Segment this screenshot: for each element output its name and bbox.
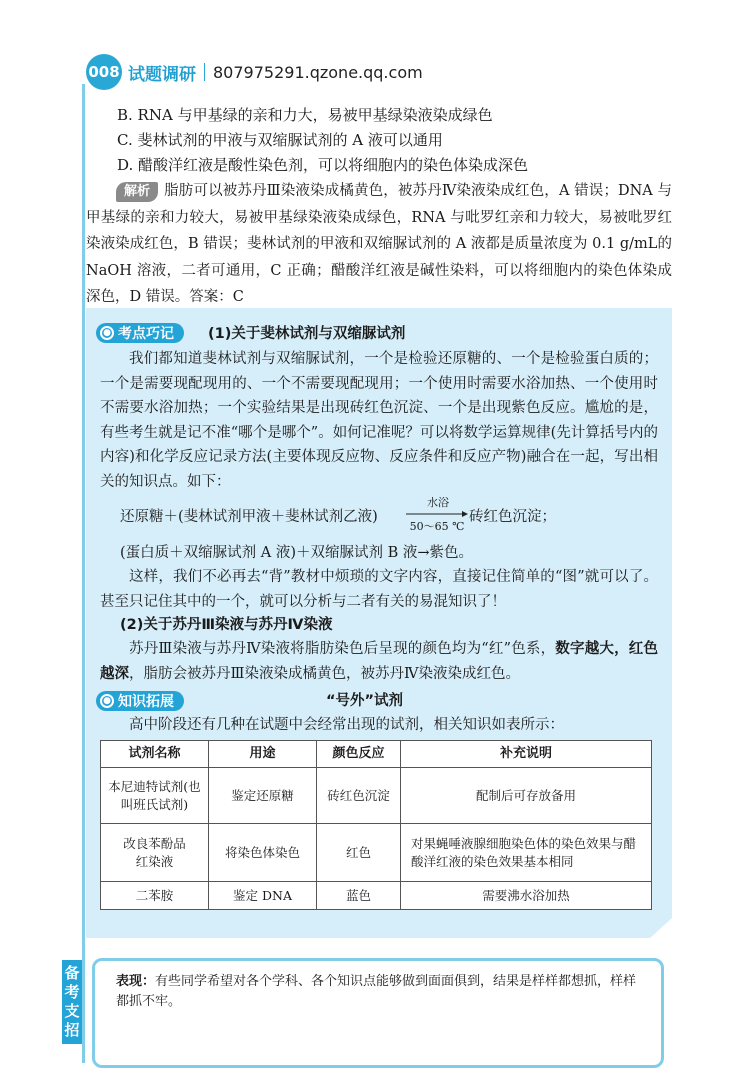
table-row [101,882,652,910]
formula2: (蛋白质＋双缩脲试剂 A 液)＋双缩脲试剂 B 液→紫色。 [120,545,474,561]
reagent-table [100,740,652,910]
header-divider [204,63,205,81]
formula1-cond-bottom: 50～65 ℃ [409,520,465,533]
analysis-text: 脂肪可以被苏丹Ⅲ染液染成橘黄色，被苏丹Ⅳ染液染成红色，A 错误；DNA 与甲基绿的亲和力较大，易被甲基绿染液染成绿色，RNA 与吡罗红亲和力较大，易被吡罗红染液染成红色，B 错误；斐林试剂的甲液和双缩脲试剂的 A 液都是质量浓度为 0.1 g/mL的 NaOH 溶液，二者可通用，C 正确；醋酸洋红液是碱性染料，可以将细胞内的染色体染成深色，D 错误。答案：C [86,183,672,305]
memory-tag [96,320,184,343]
table-cell: 蓝色 [317,882,401,910]
side-label-tips: 备考支招 [62,960,82,1044]
emphasis-text: 数字越大，红色越深 [100,641,658,682]
header-url: 807975291.qzone.qq.com [213,62,423,82]
table-cell: 改良苯酚品红染液 [101,824,209,882]
table-cell: 红色 [317,824,401,882]
table-header: 颜色反应 [317,741,401,768]
lightbulb-icon: ● [100,326,114,340]
extension-tag [96,688,184,711]
option-c: C. 斐林试剂的甲液与双缩脲试剂的 A 液可以通用 [117,131,443,149]
extension-intro: 高中阶段还有几种在试题中会经常出现的试剂，相关知识如表所示： [129,717,564,733]
formula1-right: 砖红色沉淀； [469,509,556,525]
memory-para2: 这样，我们不必再去“背”教材中烦琐的文字内容，直接记住简单的“图”就可以了。甚至只记住其中的一个，就可以分析与二者有关的易混知识了！ [100,569,658,610]
analysis-block [86,178,672,311]
option-b: B. RNA 与甲基绿的亲和力大，易被甲基绿染液染成绿色 [117,106,493,124]
table-header: 试剂名称 [101,741,209,768]
page-header [86,58,423,86]
box-folded-corner [650,918,672,938]
lightbulb-icon: ● [100,694,114,708]
table-cell: 砖红色沉淀 [317,768,401,824]
table-header: 用途 [209,741,317,768]
memory-para3: 苏丹Ⅲ染液与苏丹Ⅳ染液将脂肪染色后呈现的颜色均为“红”色系，数字越大，红色越深，脂肪会被苏丹Ⅲ染液染成橘黄色，被苏丹Ⅳ染液染成红色。 [100,641,658,682]
table-cell: 鉴定还原糖 [209,768,317,824]
formula1-cond-top: 水浴 [427,496,449,509]
table-header-row [101,741,652,768]
table-row [101,824,652,882]
table-header: 补充说明 [401,741,652,768]
table-cell: 鉴定 DNA [209,882,317,910]
table-cell: 将染色体染色 [209,824,317,882]
table-cell: 二苯胺 [101,882,209,910]
extension-title: “号外”试剂 [326,693,404,709]
header-title: 试题调研 [128,64,196,85]
memory-para1: 我们都知道斐林试剂与双缩脲试剂，一个是检验还原糖的、一个是检验蛋白质的；一个是需要现配现用的、一个不需要现配现用；一个使用时需要水浴加热、一个使用时不需要水浴加热；一个实验结果是出现砖红色沉淀、一个是出现紫色反应。尴尬的是，有些考生就是记不准“哪个是哪个”。如何记准呢？可以将数学运算规律(先计算括号内的内容)和化学反应记录方法(主要体现反应物、反应条件和反应产物)融合在一起，写出相关的知识点。如下： [100,351,658,490]
tips-label: 表现： [116,974,156,989]
table-cell: 需要沸水浴加热 [401,882,652,910]
left-margin-bar [82,84,85,1063]
table-row [101,768,652,824]
memory-tag-label: 考点巧记 [118,326,174,342]
section1-title: (1)关于斐林试剂与双缩脲试剂 [208,326,406,342]
reaction-arrow-icon [406,510,468,518]
extension-tag-label: 知识拓展 [118,694,174,710]
page-number: 008 [86,54,122,90]
section2-title: (2)关于苏丹Ⅲ染液与苏丹Ⅳ染液 [120,617,333,633]
table-cell: 配制后可存放备用 [401,768,652,824]
analysis-tag: 解析 [116,182,158,202]
table-cell: 本尼迪特试剂(也叫班氏试剂) [101,768,209,824]
option-d: D. 醋酸洋红液是酸性染色剂，可以将细胞内的染色体染成深色 [117,156,529,174]
tips-text: 表现：有些同学希望对各个学科、各个知识点能够做到面面俱到，结果是样样都想抓，样样都抓不牢。 [116,974,637,1009]
table-cell: 对果蝇唾液腺细胞染色体的染色效果与醋酸洋红液的染色效果基本相同 [401,824,652,882]
formula1-left: 还原糖＋(斐林试剂甲液＋斐林试剂乙液) [120,509,378,525]
